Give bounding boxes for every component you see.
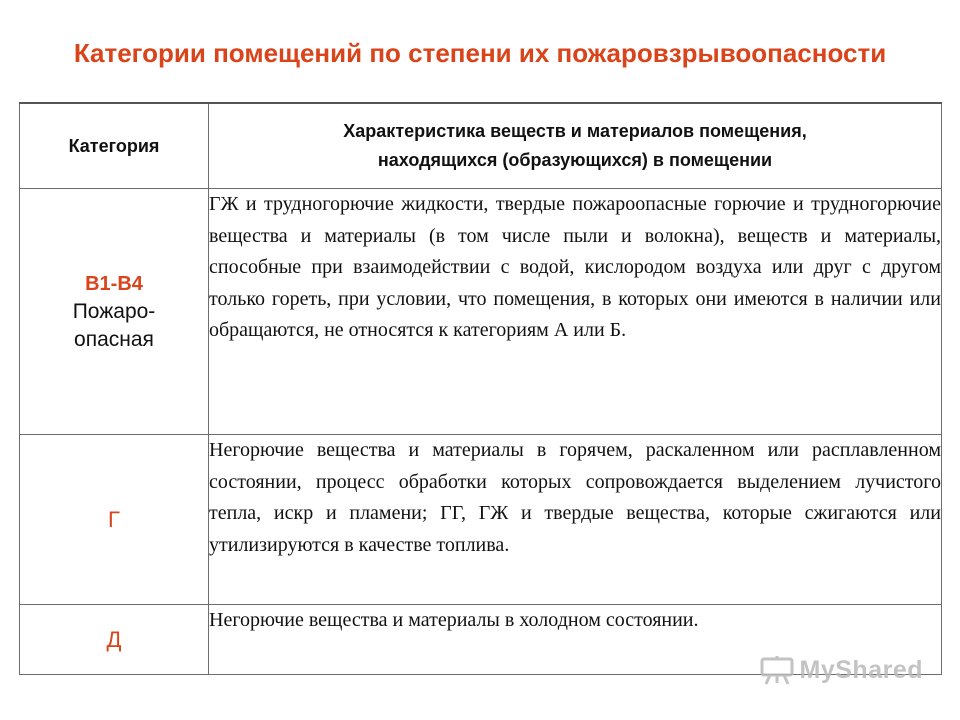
category-code: В1-В4 bbox=[85, 272, 143, 295]
header-category: Категория bbox=[20, 103, 209, 189]
page-title: Категории помещений по степени их пожаровзрывоопасности bbox=[73, 38, 887, 68]
category-description: ГЖ и трудногорючие жидкости, твердые пожароопасные горючие и трудногорючие вещества и материалы (в том числе пыли и волокна), веществ и материалы, способные при взаимодействии с водой, кислородом воздуха или друг с другом только гореть, при условии, что помещения, в которых они имеются в наличии или обращаются, не относятся к категориям А или Б. bbox=[209, 189, 942, 435]
header-description-line2: находящихся (образующихся) в помещении bbox=[377, 150, 773, 170]
watermark bbox=[760, 655, 923, 685]
category-description: Негорючие вещества и материалы в холодном состоянии. bbox=[209, 605, 942, 675]
category-subtitle-line1: Пожаро- bbox=[72, 299, 156, 323]
category-description: Негорючие вещества и материалы в горячем, раскаленном или расплавленном состоянии, процесс обработки которых сопровождается выделением лучистого тепла, искр и пламени; ГГ, ГЖ и твердые вещества, которые сжигаются или утилизируются в качестве топлива. bbox=[209, 435, 942, 605]
category-subtitle-line2: опасная bbox=[74, 327, 154, 351]
category-cell bbox=[20, 605, 209, 675]
category-code: Г bbox=[108, 506, 120, 532]
category-cell bbox=[20, 435, 209, 605]
presentation-board-icon bbox=[760, 655, 794, 685]
table-row bbox=[20, 189, 942, 435]
category-cell bbox=[20, 189, 209, 435]
category-code: Д bbox=[106, 626, 122, 652]
header-description-line1: Характеристика веществ и материалов помещения, bbox=[343, 121, 807, 141]
table-row bbox=[20, 435, 942, 605]
table-header-row bbox=[20, 103, 942, 189]
categories-table bbox=[19, 102, 942, 675]
header-description bbox=[209, 103, 942, 189]
watermark-text: MyShared bbox=[799, 655, 923, 684]
